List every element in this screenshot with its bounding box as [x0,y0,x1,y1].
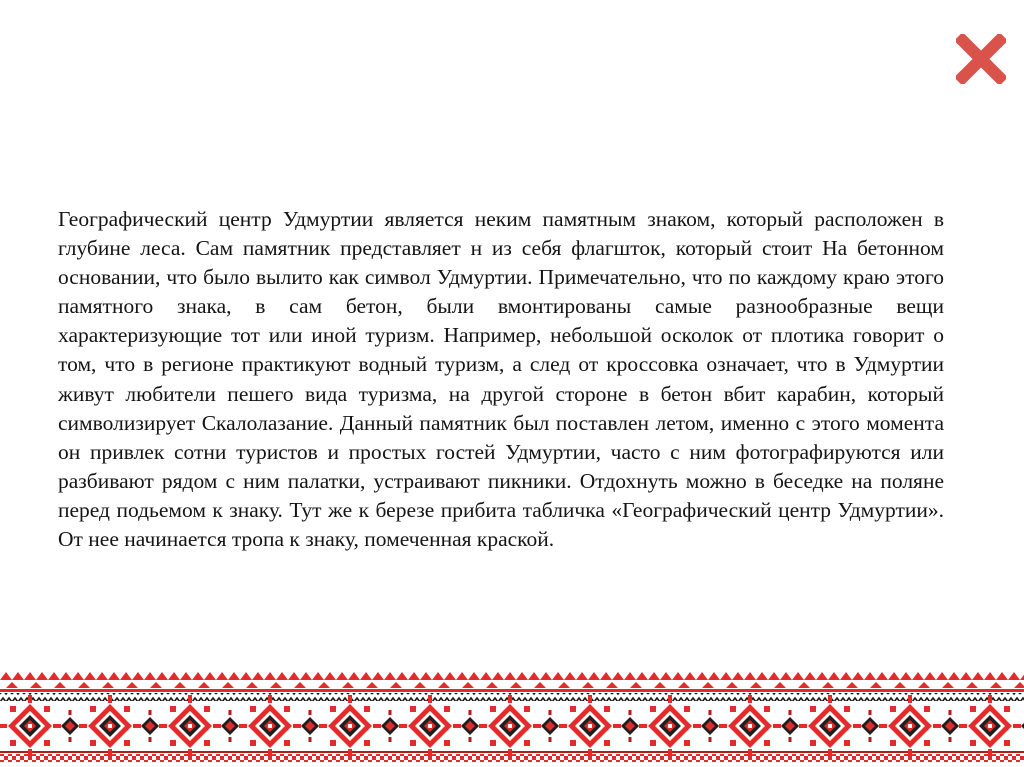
close-icon [956,34,1006,84]
ornament-border [0,664,1024,767]
folk-embroidery-border-icon [0,664,1024,767]
close-button[interactable] [956,34,1006,84]
body-text: Географический центр Удмуртии является неким памятным знаком, который расположен в глубине леса. Сам памятник представляет н из себя флагшток, который стоит На бетонном основании, что было вылито как символ Удмуртии. Примечательно, что по каждому краю этого памятного знака, в сам бетон, были вмонтированы самые разнообразные вещи характеризующие тот или иной туризм. Например, небольшой осколок от плотика говорит о том, что в регионе практикуют водный туризм, а след от кроссовка означает, что в Удмуртии живут любители пешего вида туризма, на другой стороне в бетон вбит карабин, который символизирует Скалолазание. Данный памятник был поставлен летом, именно с этого момента он привлек сотни туристов и простых гостей Удмуртии, часто с ним фотографируются или разбивают рядом с ним палатки, устраивают пикники. Отдохнуть можно в беседке на поляне перед подьемом к знаку. Тут же к березе прибита табличка «Географический центр Удмуртии». От нее начинается тропа к знаку, помеченная краской. [58,207,944,552]
